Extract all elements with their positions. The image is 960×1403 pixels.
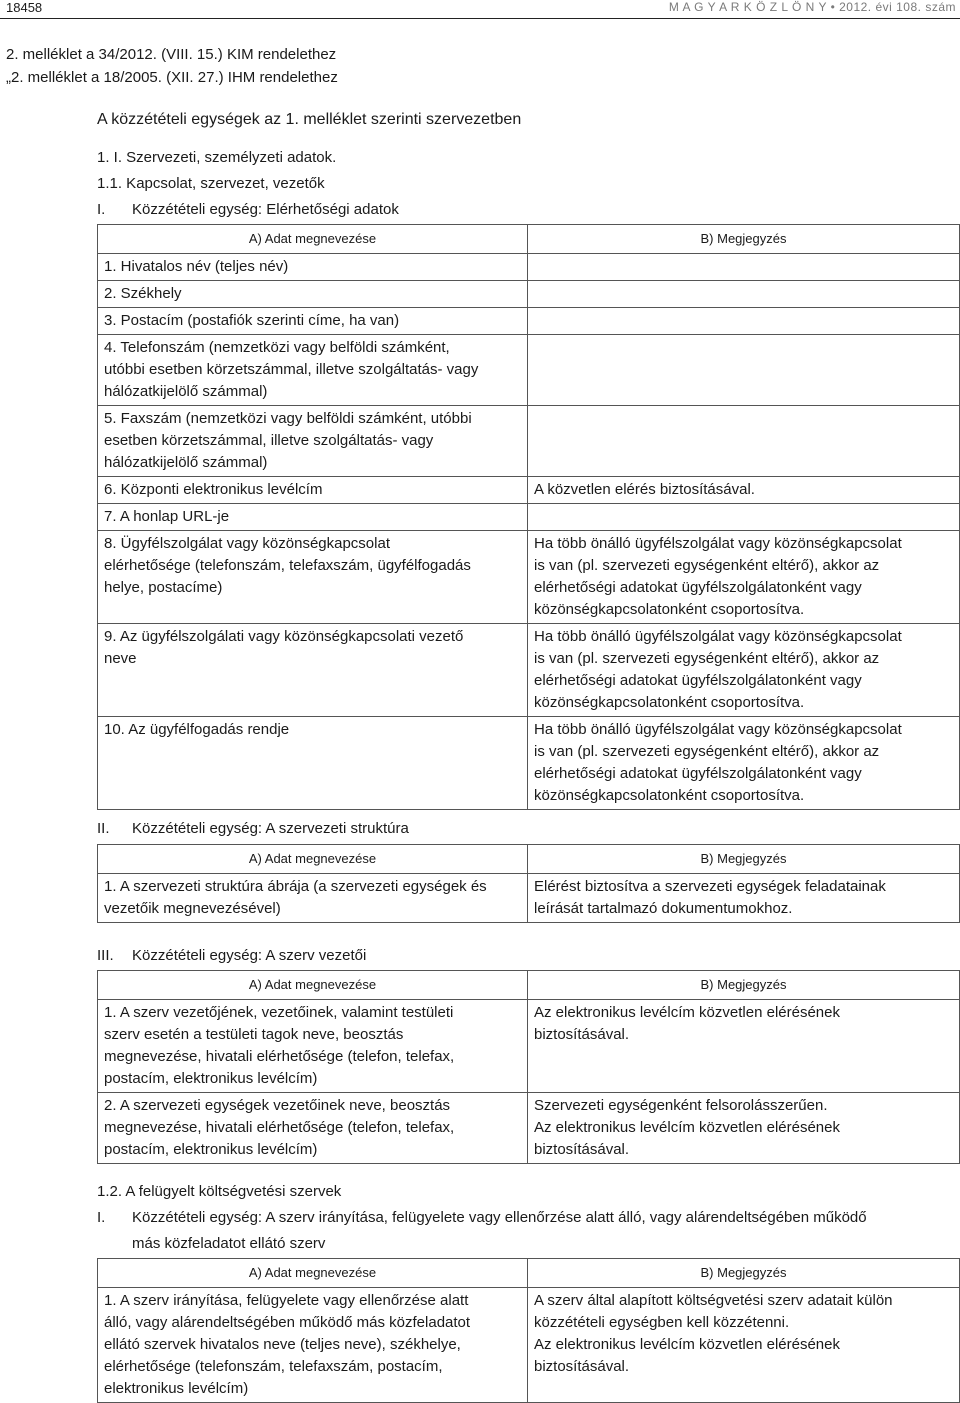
table-header-row xyxy=(98,225,960,254)
annex-line-1: 2. melléklet a 34/2012. (VIII. 15.) KIM rendelethez xyxy=(6,46,337,63)
cell-b xyxy=(528,504,960,531)
section-2-title: Közzétételi egység: A szervezeti struktúra xyxy=(132,820,409,837)
table-header-row xyxy=(98,1259,960,1288)
table-supervised-bodies xyxy=(97,1258,960,1403)
section-1-2-unit-title-line-2: más közfeladatot ellátó szerv xyxy=(132,1235,326,1252)
table-row xyxy=(98,1093,960,1164)
cell-a: 9. Az ügyfélszolgálati vagy közönségkapcsolati vezető neve xyxy=(98,624,528,717)
table-row xyxy=(98,504,960,531)
table-leaders xyxy=(97,970,960,1164)
cell-a: 8. Ügyfélszolgálat vagy közönségkapcsolat elérhetősége (telefonszám, telefaxszám, ügyfélfogadás helye, postacíme) xyxy=(98,531,528,624)
column-header-a: A) Adat megnevezése xyxy=(98,971,528,1000)
cell-b: Ha több önálló ügyfélszolgálat vagy közönségkapcsolat is van (pl. szervezeti egységenként eltérő), akkor az elérhetőségi adatokat ügyfélszolgálatonként vagy közönségkapcsolatonként csoportosítva. xyxy=(528,624,960,717)
unit-number: I. xyxy=(97,201,106,218)
cell-b xyxy=(528,308,960,335)
table-row xyxy=(98,254,960,281)
table-row xyxy=(98,308,960,335)
cell-a: 7. A honlap URL-je xyxy=(98,504,528,531)
section-1-2-unit-number: I. xyxy=(97,1209,106,1226)
cell-b: Az elektronikus levélcím közvetlen elérésének biztosításával. xyxy=(528,1000,960,1093)
cell-a: 3. Postacím (postafiók szerinti címe, ha van) xyxy=(98,308,528,335)
unit-title: Közzétételi egység: Elérhetőségi adatok xyxy=(132,201,399,218)
cell-b: Ha több önálló ügyfélszolgálat vagy közönségkapcsolat is van (pl. szervezeti egységenként eltérő), akkor az elérhetőségi adatokat ügyfélszolgálatonként vagy közönségkapcsolatonként csoportosítva. xyxy=(528,717,960,810)
column-header-a: A) Adat megnevezése xyxy=(98,225,528,254)
table-row xyxy=(98,1288,960,1403)
cell-a: 1. A szerv vezetőjének, vezetőinek, valamint testületi szerv esetén a testületi tagok neve, beosztás megnevezése, hivatali elérhetősége (telefon, telefax, postacím, elektronikus levélcím) xyxy=(98,1000,528,1093)
table-row xyxy=(98,1000,960,1093)
cell-a: 2. A szervezeti egységek vezetőinek neve, beosztás megnevezése, hivatali elérhetősége (telefon, telefax, postacím, elektronikus levélcím) xyxy=(98,1093,528,1164)
cell-a: 1. A szervezeti struktúra ábrája (a szervezeti egységek és vezetőik megnevezésével) xyxy=(98,874,528,923)
cell-b: A szerv által alapított költségvetési szerv adatait külön közzétételi egységben kell közzétenni. Az elektronikus levélcím közvetlen elérésének biztosításával. xyxy=(528,1288,960,1403)
section-3-number: III. xyxy=(97,947,114,964)
cell-b: A közvetlen elérés biztosításával. xyxy=(528,477,960,504)
page-header xyxy=(0,0,960,22)
section-1-2-unit-title-line-1: Közzétételi egység: A szerv irányítása, felügyelete vagy ellenőrzése alatt álló, vagy alárendeltségében működő xyxy=(132,1209,867,1226)
table-header-row xyxy=(98,971,960,1000)
table-row xyxy=(98,281,960,308)
column-header-b: B) Megjegyzés xyxy=(528,971,960,1000)
header-divider xyxy=(0,18,960,19)
cell-a: 2. Székhely xyxy=(98,281,528,308)
table-row xyxy=(98,477,960,504)
main-title: A közzétételi egységek az 1. melléklet szerinti szervezetben xyxy=(97,111,522,128)
table-structure xyxy=(97,844,960,923)
cell-b xyxy=(528,406,960,477)
table-row xyxy=(98,406,960,477)
section-1-1-heading: 1.1. Kapcsolat, szervezet, vezetők xyxy=(97,175,325,192)
cell-b xyxy=(528,254,960,281)
cell-a: 6. Központi elektronikus levélcím xyxy=(98,477,528,504)
table-row xyxy=(98,624,960,717)
journal-title: M A G Y A R K Ö Z L Ö N Y • 2012. évi 108. szám xyxy=(668,0,956,14)
table-row xyxy=(98,717,960,810)
column-header-b: B) Megjegyzés xyxy=(528,845,960,874)
column-header-a: A) Adat megnevezése xyxy=(98,1259,528,1288)
table-row xyxy=(98,335,960,406)
table-row xyxy=(98,531,960,624)
column-header-b: B) Megjegyzés xyxy=(528,225,960,254)
cell-b: Elérést biztosítva a szervezeti egységek feladatainak leírását tartalmazó dokumentumokhoz. xyxy=(528,874,960,923)
section-3-title: Közzétételi egység: A szerv vezetői xyxy=(132,947,367,964)
table-contact-data xyxy=(97,224,960,810)
cell-a: 5. Faxszám (nemzetközi vagy belföldi számként, utóbbi esetben körzetszámmal, illetve szolgáltatás- vagy hálózatkijelölő számmal) xyxy=(98,406,528,477)
cell-a: 1. Hivatalos név (teljes név) xyxy=(98,254,528,281)
cell-a: 4. Telefonszám (nemzetközi vagy belföldi számként, utóbbi esetben körzetszámmal, illetve szolgáltatás- vagy hálózatkijelölő számmal) xyxy=(98,335,528,406)
cell-b: Ha több önálló ügyfélszolgálat vagy közönségkapcsolat is van (pl. szervezeti egységenként eltérő), akkor az elérhetőségi adatokat ügyfélszolgálatonként vagy közönségkapcsolatonként csoportosítva. xyxy=(528,531,960,624)
cell-a: 10. Az ügyfélfogadás rendje xyxy=(98,717,528,810)
section-1-heading: 1. I. Szervezeti, személyzeti adatok. xyxy=(97,149,337,166)
section-1-2-heading: 1.2. A felügyelt költségvetési szervek xyxy=(97,1183,342,1200)
section-2-number: II. xyxy=(97,820,110,837)
annex-line-2: „2. melléklet a 18/2005. (XII. 27.) IHM rendelethez xyxy=(6,69,338,86)
column-header-a: A) Adat megnevezése xyxy=(98,845,528,874)
cell-b: Szervezeti egységenként felsorolásszerűen. Az elektronikus levélcím közvetlen elérésének biztosításával. xyxy=(528,1093,960,1164)
table-row xyxy=(98,874,960,923)
page-number: 18458 xyxy=(6,0,43,15)
cell-a: 1. A szerv irányítása, felügyelete vagy ellenőrzése alatt álló, vagy alárendeltségében működő más közfeladatot ellátó szervek hivatalos neve (teljes neve), székhelye, elérhetősége (telefonszám, telefaxszám, postacím, elektronikus levélcím) xyxy=(98,1288,528,1403)
cell-b xyxy=(528,335,960,406)
table-header-row xyxy=(98,845,960,874)
cell-b xyxy=(528,281,960,308)
column-header-b: B) Megjegyzés xyxy=(528,1259,960,1288)
